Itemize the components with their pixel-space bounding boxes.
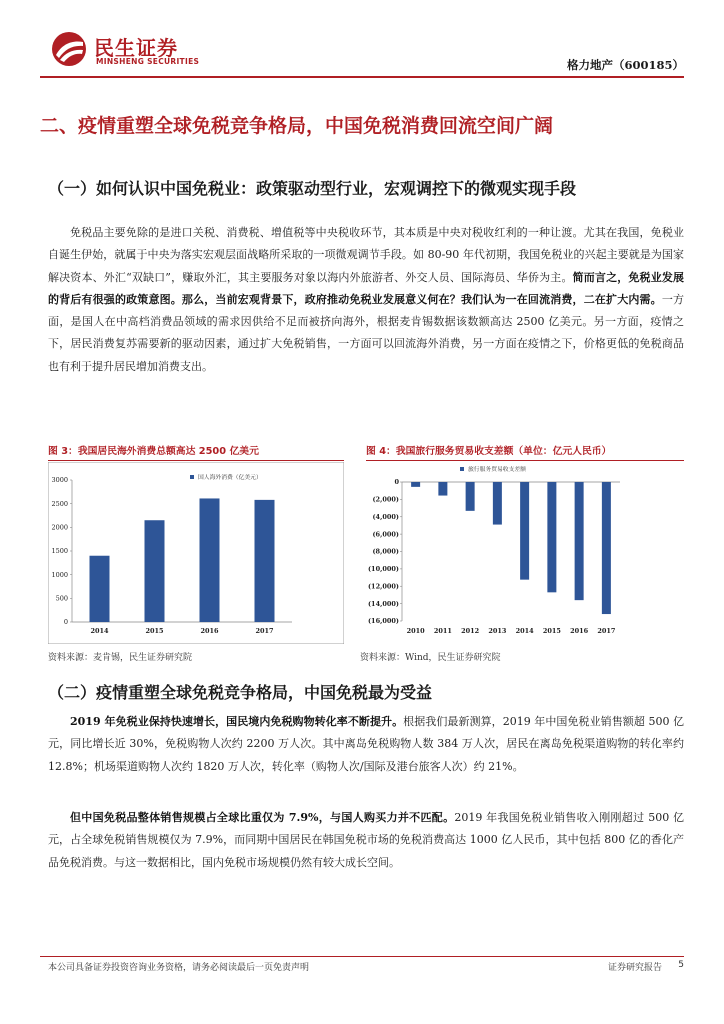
chart-4-bar xyxy=(411,482,420,487)
chart-4-y-tick-label: (2,000) xyxy=(372,495,399,504)
chart-3-x-tick-label: 2014 xyxy=(90,627,109,635)
chart-4-bar xyxy=(520,482,529,580)
section-title: 二、疫情重塑全球免税竞争格局，中国免税消费回流空间广阔 xyxy=(40,115,554,137)
paragraph-3-bold: 但中国免税品整体销售规模占全球比重仅为 7.9%，与国人购买力并不匹配。 xyxy=(70,811,455,824)
chart-4-y-tick-label: (8,000) xyxy=(372,547,399,556)
chart-4-x-tick-label: 2011 xyxy=(433,627,452,635)
company-logo xyxy=(50,30,240,70)
chart-4-x-tick-label: 2014 xyxy=(515,627,534,635)
chart-3-bar xyxy=(145,520,165,622)
chart-4-legend-label: 旅行服务贸易收支差额 xyxy=(468,467,526,473)
chart-3-legend-swatch xyxy=(190,475,194,479)
chart-4-y-tick-label: (6,000) xyxy=(372,530,399,539)
figure-4-rule xyxy=(366,460,684,461)
chart-3-y-tick-label: 0 xyxy=(63,618,68,627)
chart-4-y-tick-label: (4,000) xyxy=(372,512,399,521)
chart-3-y-tick-label: 500 xyxy=(55,594,68,603)
header-divider xyxy=(40,76,684,78)
chart-4-y-tick-label: (16,000) xyxy=(367,617,399,626)
paragraph-2-bold: 2019 年免税业保持快速增长，国民境内免税购物转化率不断提升。 xyxy=(70,715,404,728)
subsection-title-2: （二）疫情重塑全球免税竞争格局，中国免税最为受益 xyxy=(48,683,433,702)
chart-4-x-tick-label: 2017 xyxy=(597,627,616,635)
chart-4-y-tick-label: (14,000) xyxy=(367,599,399,608)
chart-4-y-tick-label: (10,000) xyxy=(367,565,399,574)
chart-3-legend-label: 国人海外消费（亿美元） xyxy=(198,475,262,481)
paragraph-2 xyxy=(48,711,684,778)
figure-4-title: 图 4：我国旅行服务贸易收支差额（单位：亿元人民币） xyxy=(366,446,612,457)
footer-divider xyxy=(40,956,684,957)
chart-4-y-tick-label: (12,000) xyxy=(367,582,399,591)
chart-4-bar xyxy=(493,482,502,525)
chart-3-x-tick-label: 2015 xyxy=(145,627,164,635)
figure-4-chart xyxy=(360,462,684,644)
footer-disclaimer: 本公司具备证券投资咨询业务资格，请务必阅读最后一页免责声明 xyxy=(48,963,310,973)
chart-3-y-tick-label: 2000 xyxy=(51,523,68,532)
chart-3-x-tick-label: 2017 xyxy=(255,627,274,635)
chart-3-y-tick-label: 1500 xyxy=(51,547,68,556)
chart-4-x-tick-label: 2015 xyxy=(542,627,561,635)
chart-4-bar xyxy=(547,482,556,592)
page-number: 5 xyxy=(678,960,684,970)
chart-3-y-tick-label: 2500 xyxy=(51,499,68,508)
paragraph-1-bold: 简而言之，免税业发展的背后有很强的政策意图。那么，当前宏观背景下，政府推动免税业发展意义何在？我们认为一在回流消费，二在扩大内需。 xyxy=(48,270,685,306)
chart-3-y-tick-label: 1000 xyxy=(51,570,68,579)
chart-4-bar xyxy=(575,482,584,600)
chart-4-legend-swatch xyxy=(460,467,464,471)
stock-name: 格力地产（600185） xyxy=(566,58,684,72)
chart-4-x-tick-label: 2013 xyxy=(488,627,507,635)
chart-4-y-tick-label: 0 xyxy=(394,478,399,487)
footer-report-type: 证券研究报告 xyxy=(607,963,662,973)
chart-4-bar xyxy=(438,482,447,496)
logo-chinese-name: 民生证券 xyxy=(94,36,178,60)
chart-4-bar xyxy=(466,482,475,511)
chart-3-bar xyxy=(90,556,110,622)
paragraph-1-text-c: 一方面，是国人在中高档消费品领域的需求因供给不足而被挤向海外，根据麦肯锡数据该数额高达 2500 亿美元。另一方面，疫情之下，居民消费复苏需要新的驱动因素，通过扩大免税销售，一方面可以回流海外消费，另一方面在疫情之下，价格更低的免税商品也有利于提升居民增加消费支出。 xyxy=(48,292,685,373)
chart-3-x-tick-label: 2016 xyxy=(200,627,219,635)
subsection-title-1: （一）如何认识中国免税业：政策驱动型行业，宏观调控下的微观实现手段 xyxy=(48,179,577,198)
figure-3-chart xyxy=(48,462,344,644)
chart-4-x-tick-label: 2010 xyxy=(406,627,425,635)
chart-4-bar xyxy=(602,482,611,614)
logo-english-name: MINSHENG SECURITIES xyxy=(96,57,200,66)
chart-4-x-tick-label: 2012 xyxy=(461,627,480,635)
paragraph-3-text: 2019 年我国免税业销售收入刚刚超过 500 亿元，占全球免税销售规模仅为 7.9%，而同期中国居民在韩国免税市场的免税消费高达 1000 亿人民币，其中包括 800 亿的香化产品免税消费。与这一数据相比，国内免税市场规模仍然有较大成长空间。 xyxy=(48,811,685,869)
page-header xyxy=(0,0,724,80)
figure-3-source: 资料来源：麦肯锡，民生证券研究院 xyxy=(48,653,193,663)
paragraph-3 xyxy=(48,807,684,874)
chart-3-bar xyxy=(255,500,275,622)
paragraph-1 xyxy=(48,222,684,378)
minsheng-logo-icon xyxy=(50,30,88,68)
chart-4-x-tick-label: 2016 xyxy=(570,627,589,635)
chart-3-y-tick-label: 3000 xyxy=(51,476,68,485)
paragraph-2-text: 根据我们最新测算，2019 年中国免税业销售额超 500 亿元，同比增长近 30%，免税购物人次约 2200 万人次。其中离岛免税购物人数 384 万人次，居民在离岛免税渠道购物的转化率约 12.8%；机场渠道购物人次约 1820 万人次，转化率（购物人次/国际及港台旅客人次）约 21%。 xyxy=(48,715,684,773)
paragraph-1-text-a: 免税品主要免除的是进口关税、消费税、增值税等中央税收环节，其本质是中央对税收红利的一种让渡。尤其在我国，免税业自诞生伊始，就属于中央为落实宏观层面战略所采取的一项微观调节手段。如 80-90 年代初期，我国免税业的兴起主要就是为国家解决资本、外汇“双缺口”，赚取外汇，其主要服务对象以海内外旅游者、外交人员、国际海员、华侨为主。 xyxy=(48,226,684,284)
chart-3-bar xyxy=(200,498,220,622)
figure-3-rule xyxy=(48,460,344,461)
figure-4-source: 资料来源：Wind，民生证券研究院 xyxy=(360,653,501,663)
figure-3-title: 图 3：我国居民海外消费总额高达 2500 亿美元 xyxy=(48,446,259,457)
